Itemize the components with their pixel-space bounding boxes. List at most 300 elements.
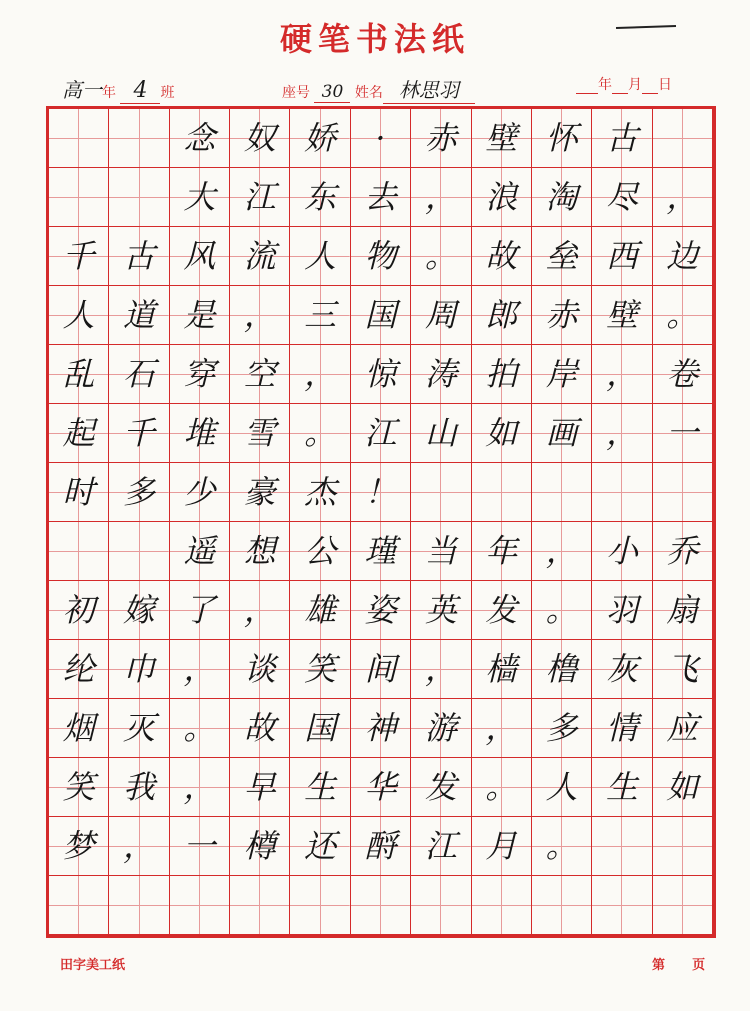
date-day-label: 日 bbox=[658, 77, 672, 93]
grid-cell bbox=[472, 522, 532, 581]
handwritten-char: 江 bbox=[424, 827, 457, 865]
handwritten-char: 公 bbox=[304, 532, 337, 570]
handwritten-char: 乔 bbox=[666, 532, 699, 570]
grid-cell bbox=[532, 876, 592, 935]
handwritten-char: 赤 bbox=[545, 296, 578, 334]
grid-cell bbox=[653, 581, 713, 640]
handwritten-char: 遥 bbox=[183, 532, 216, 570]
handwritten-char: 灰 bbox=[605, 650, 638, 688]
handwritten-char: ， bbox=[424, 650, 457, 688]
handwritten-char: 羽 bbox=[605, 591, 638, 629]
date-field bbox=[576, 74, 672, 94]
handwritten-char: 人 bbox=[62, 296, 95, 334]
grid-cell bbox=[472, 109, 532, 168]
handwritten-char: 巾 bbox=[123, 650, 156, 688]
grid-cell bbox=[230, 404, 290, 463]
seat-value: 30 bbox=[314, 82, 350, 103]
grid-cell bbox=[290, 168, 350, 227]
grid-cell bbox=[411, 404, 471, 463]
grid-cell bbox=[49, 876, 109, 935]
handwritten-char: 。 bbox=[183, 709, 216, 747]
handwritten-char: 时 bbox=[62, 473, 95, 511]
grid-cell bbox=[170, 345, 230, 404]
grid-cell bbox=[230, 286, 290, 345]
grid-cell bbox=[230, 699, 290, 758]
grid-cell bbox=[230, 817, 290, 876]
handwritten-char: 生 bbox=[605, 768, 638, 806]
handwritten-char: 大 bbox=[183, 178, 216, 216]
grid-cell bbox=[230, 581, 290, 640]
grid-cell bbox=[109, 345, 169, 404]
grid-cell bbox=[351, 463, 411, 522]
handwritten-char: 多 bbox=[545, 709, 578, 747]
handwritten-char: 纶 bbox=[62, 650, 95, 688]
grid-cell bbox=[49, 345, 109, 404]
grid-cell bbox=[290, 817, 350, 876]
grid-cell bbox=[411, 345, 471, 404]
handwritten-char: 间 bbox=[364, 650, 397, 688]
grade-value: 高一 bbox=[62, 78, 102, 102]
grid-cell bbox=[109, 286, 169, 345]
handwritten-char: 。 bbox=[304, 414, 337, 452]
handwritten-char: 瑾 bbox=[364, 532, 397, 570]
grid-cell bbox=[532, 817, 592, 876]
grid-cell bbox=[49, 404, 109, 463]
handwritten-char: 游 bbox=[424, 709, 457, 747]
grid-cell bbox=[472, 168, 532, 227]
grid-cell bbox=[532, 699, 592, 758]
handwritten-char: 江 bbox=[364, 414, 397, 452]
grid-cell bbox=[351, 168, 411, 227]
grid-cell bbox=[109, 227, 169, 286]
grid-cell bbox=[653, 640, 713, 699]
grid-cell bbox=[49, 640, 109, 699]
handwritten-char: 少 bbox=[183, 473, 216, 511]
handwritten-char: ， bbox=[605, 355, 638, 393]
grid-cell bbox=[411, 109, 471, 168]
grid-cell bbox=[653, 463, 713, 522]
grid-cell bbox=[411, 817, 471, 876]
handwritten-char: ， bbox=[545, 532, 578, 570]
handwritten-char: 故 bbox=[485, 237, 518, 275]
handwritten-char: 岸 bbox=[545, 355, 578, 393]
grid-cell bbox=[532, 168, 592, 227]
handwritten-char: 年 bbox=[485, 532, 518, 570]
grid-cell bbox=[351, 522, 411, 581]
grid-cell bbox=[290, 581, 350, 640]
handwritten-char: ， bbox=[123, 827, 156, 865]
grid-cell bbox=[532, 404, 592, 463]
grid-cell bbox=[290, 286, 350, 345]
grid-cell bbox=[290, 522, 350, 581]
grid-cell bbox=[653, 699, 713, 758]
grid-cell bbox=[170, 522, 230, 581]
handwritten-char: 。 bbox=[424, 237, 457, 275]
handwritten-char: 垒 bbox=[545, 237, 578, 275]
paper-name: 田字美工纸 bbox=[60, 958, 126, 973]
grid-cell bbox=[109, 522, 169, 581]
grid-cell bbox=[653, 168, 713, 227]
handwritten-char: ， bbox=[666, 178, 699, 216]
grid-cell bbox=[592, 227, 652, 286]
grid-cell bbox=[49, 286, 109, 345]
grid-cell bbox=[472, 817, 532, 876]
grid-cell bbox=[109, 463, 169, 522]
handwritten-char: 国 bbox=[364, 296, 397, 334]
grid-cell bbox=[109, 168, 169, 227]
handwritten-char: 飞 bbox=[666, 650, 699, 688]
class-label: 班 bbox=[160, 85, 175, 101]
handwritten-char: 当 bbox=[424, 532, 457, 570]
grid-cell bbox=[592, 699, 652, 758]
handwritten-char: 浪 bbox=[485, 178, 518, 216]
handwritten-char: 郎 bbox=[485, 296, 518, 334]
handwritten-char: 神 bbox=[364, 709, 397, 747]
grid-cell bbox=[472, 699, 532, 758]
handwritten-char: 笑 bbox=[304, 650, 337, 688]
handwritten-char: 念 bbox=[183, 119, 216, 157]
handwritten-char: 小 bbox=[605, 532, 638, 570]
handwritten-char: 橹 bbox=[545, 650, 578, 688]
grid-cell bbox=[532, 227, 592, 286]
handwritten-char: ， bbox=[605, 414, 638, 452]
handwritten-char: 物 bbox=[364, 237, 397, 275]
grid-cell bbox=[653, 758, 713, 817]
handwritten-char: 。 bbox=[545, 591, 578, 629]
grid-cell bbox=[290, 109, 350, 168]
grid-cell bbox=[472, 758, 532, 817]
grid-cell bbox=[472, 345, 532, 404]
handwritten-char: 江 bbox=[243, 178, 276, 216]
grid-cell bbox=[472, 876, 532, 935]
grid-cell bbox=[653, 404, 713, 463]
handwritten-char: 边 bbox=[666, 237, 699, 275]
handwritten-char: ， bbox=[243, 296, 276, 334]
handwritten-char: 华 bbox=[364, 768, 397, 806]
grid-cell bbox=[109, 699, 169, 758]
grid-cell bbox=[109, 876, 169, 935]
grid-cell bbox=[532, 758, 592, 817]
writing-grid bbox=[46, 106, 716, 938]
grid-cell bbox=[230, 876, 290, 935]
grid-cell bbox=[532, 581, 592, 640]
grid-cell bbox=[472, 581, 532, 640]
grid-cell bbox=[170, 581, 230, 640]
grid-cell bbox=[170, 286, 230, 345]
handwritten-char: 初 bbox=[62, 591, 95, 629]
handwritten-char: 去 bbox=[364, 178, 397, 216]
handwritten-char: 豪 bbox=[243, 473, 276, 511]
handwritten-char: 空 bbox=[243, 355, 276, 393]
grid-cell bbox=[472, 404, 532, 463]
grid-cell bbox=[532, 640, 592, 699]
grid-cell bbox=[653, 286, 713, 345]
handwritten-char: 起 bbox=[62, 414, 95, 452]
handwritten-char: 涛 bbox=[424, 355, 457, 393]
grid-cell bbox=[170, 817, 230, 876]
handwritten-char: 周 bbox=[424, 296, 457, 334]
handwritten-char: 樯 bbox=[485, 650, 518, 688]
page-suffix: 页 bbox=[692, 958, 706, 973]
handwritten-char: 还 bbox=[304, 827, 337, 865]
grid-cell bbox=[411, 522, 471, 581]
grid-cell bbox=[592, 286, 652, 345]
handwritten-char: 应 bbox=[666, 709, 699, 747]
grid-cell bbox=[49, 463, 109, 522]
grid-cell bbox=[49, 227, 109, 286]
handwritten-char: 人 bbox=[545, 768, 578, 806]
grid-cell bbox=[109, 404, 169, 463]
handwritten-char: ， bbox=[304, 355, 337, 393]
grid-cell bbox=[170, 758, 230, 817]
handwritten-char: 笑 bbox=[62, 768, 95, 806]
grade-label: 年 bbox=[102, 85, 116, 101]
grid-cell bbox=[170, 404, 230, 463]
grid-cell bbox=[592, 404, 652, 463]
grid-cell bbox=[109, 109, 169, 168]
grid-cell bbox=[109, 640, 169, 699]
grid-cell bbox=[351, 404, 411, 463]
handwritten-char: ！ bbox=[364, 473, 397, 511]
handwritten-char: 拍 bbox=[485, 355, 518, 393]
handwritten-char: 娇 bbox=[304, 119, 337, 157]
handwritten-char: 酹 bbox=[364, 827, 397, 865]
grid-cell bbox=[592, 463, 652, 522]
handwritten-char: 尽 bbox=[605, 178, 638, 216]
grid-cell bbox=[411, 640, 471, 699]
grid-cell bbox=[290, 876, 350, 935]
grid-cell bbox=[411, 876, 471, 935]
handwritten-char: 西 bbox=[605, 237, 638, 275]
handwritten-char: 如 bbox=[485, 414, 518, 452]
grid-cell bbox=[532, 522, 592, 581]
page-number-field bbox=[652, 954, 705, 973]
handwritten-char: 一 bbox=[666, 414, 699, 452]
grid-cell bbox=[290, 640, 350, 699]
grid-cell bbox=[351, 581, 411, 640]
handwritten-char: 古 bbox=[123, 237, 156, 275]
date-month-label: 月 bbox=[628, 77, 642, 93]
grid-cell bbox=[351, 876, 411, 935]
handwritten-char: 流 bbox=[243, 237, 276, 275]
handwritten-char: 姿 bbox=[364, 591, 397, 629]
name-value: 林思羽 bbox=[383, 74, 475, 104]
handwritten-char: 梦 bbox=[62, 827, 95, 865]
grid-cell bbox=[532, 109, 592, 168]
page-title: 硬笔书法纸 bbox=[279, 20, 470, 58]
grid-cell bbox=[653, 817, 713, 876]
handwritten-char: 石 bbox=[123, 355, 156, 393]
grid-cell bbox=[230, 640, 290, 699]
handwritten-char: 烟 bbox=[62, 709, 95, 747]
handwritten-char: · bbox=[375, 119, 386, 157]
handwritten-char: ， bbox=[183, 650, 216, 688]
handwritten-char: 。 bbox=[666, 296, 699, 334]
grid-cell bbox=[290, 699, 350, 758]
grid-cell bbox=[351, 758, 411, 817]
grid-cell bbox=[472, 640, 532, 699]
handwritten-char: 道 bbox=[123, 296, 156, 334]
handwritten-char: 乱 bbox=[62, 355, 95, 393]
grid-cell bbox=[653, 227, 713, 286]
grid-cell bbox=[532, 286, 592, 345]
handwritten-char: 扇 bbox=[666, 591, 699, 629]
handwritten-char: 。 bbox=[545, 827, 578, 865]
grid-cell bbox=[230, 168, 290, 227]
handwritten-char: 我 bbox=[123, 768, 156, 806]
handwritten-char: ， bbox=[485, 709, 518, 747]
grid-cell bbox=[230, 758, 290, 817]
handwritten-char: 了 bbox=[183, 591, 216, 629]
grid-cell bbox=[411, 227, 471, 286]
handwritten-char: 想 bbox=[243, 532, 276, 570]
grid-cell bbox=[290, 227, 350, 286]
handwritten-char: 英 bbox=[424, 591, 457, 629]
date-year-label: 年 bbox=[598, 77, 612, 93]
grid-cell bbox=[592, 817, 652, 876]
handwritten-char: 谈 bbox=[243, 650, 276, 688]
grid-cell bbox=[532, 463, 592, 522]
grid-cell bbox=[411, 286, 471, 345]
handwritten-char: 嫁 bbox=[123, 591, 156, 629]
grid-cell bbox=[472, 227, 532, 286]
grid-cell bbox=[653, 345, 713, 404]
grid-cell bbox=[351, 699, 411, 758]
grid-cell bbox=[170, 699, 230, 758]
grid-cell bbox=[49, 581, 109, 640]
handwritten-char: 多 bbox=[123, 473, 156, 511]
seat-name-field bbox=[282, 74, 475, 104]
handwritten-char: 发 bbox=[424, 768, 457, 806]
grid-cell bbox=[49, 168, 109, 227]
grid-cell bbox=[351, 640, 411, 699]
grid-cell bbox=[653, 876, 713, 935]
handwritten-char: ， bbox=[424, 178, 457, 216]
grid-cell bbox=[351, 817, 411, 876]
grid-cell bbox=[230, 109, 290, 168]
grid-cell bbox=[49, 817, 109, 876]
grid-cell bbox=[472, 286, 532, 345]
handwritten-char: 樽 bbox=[243, 827, 276, 865]
handwritten-char: 怀 bbox=[545, 119, 578, 157]
grid-cell bbox=[592, 640, 652, 699]
grid-cell bbox=[170, 168, 230, 227]
handwritten-char: 三 bbox=[304, 296, 337, 334]
grid-cell bbox=[592, 876, 652, 935]
grid-cell bbox=[290, 404, 350, 463]
grid-cell bbox=[411, 581, 471, 640]
handwritten-char: 千 bbox=[62, 237, 95, 275]
grid-cell bbox=[653, 109, 713, 168]
grid-cell bbox=[230, 227, 290, 286]
handwritten-char: 堆 bbox=[183, 414, 216, 452]
grid-cell bbox=[411, 699, 471, 758]
handwritten-char: 如 bbox=[666, 768, 699, 806]
grid-cell bbox=[351, 345, 411, 404]
handwritten-char: 卷 bbox=[666, 355, 699, 393]
grid-cell bbox=[592, 345, 652, 404]
handwritten-char: 月 bbox=[485, 827, 518, 865]
handwritten-char: 生 bbox=[304, 768, 337, 806]
grid-cell bbox=[592, 109, 652, 168]
grid-cell bbox=[49, 758, 109, 817]
handwritten-char: 情 bbox=[605, 709, 638, 747]
grid-cell bbox=[230, 345, 290, 404]
grid-cell bbox=[170, 227, 230, 286]
handwritten-char: 雄 bbox=[304, 591, 337, 629]
handwritten-char: 穿 bbox=[183, 355, 216, 393]
grid-cell bbox=[351, 286, 411, 345]
handwritten-char: 发 bbox=[485, 591, 518, 629]
handwritten-char: 早 bbox=[243, 768, 276, 806]
handwritten-char: 灭 bbox=[123, 709, 156, 747]
grid-cell bbox=[49, 699, 109, 758]
handwritten-char: 山 bbox=[424, 414, 457, 452]
handwritten-char: 是 bbox=[183, 296, 216, 334]
grid-cell bbox=[411, 463, 471, 522]
grid-cell bbox=[592, 758, 652, 817]
grid-cell bbox=[351, 227, 411, 286]
grid-cell bbox=[290, 463, 350, 522]
grid-cell bbox=[109, 758, 169, 817]
grid-cell bbox=[411, 758, 471, 817]
class-value: 4 bbox=[120, 78, 160, 104]
handwritten-char: ， bbox=[183, 768, 216, 806]
handwritten-char: 惊 bbox=[364, 355, 397, 393]
grid-cell bbox=[351, 109, 411, 168]
handwritten-char: ， bbox=[243, 591, 276, 629]
grid-cell bbox=[592, 168, 652, 227]
grade-field bbox=[62, 74, 174, 104]
grid-cell bbox=[653, 522, 713, 581]
handwritten-char: 雪 bbox=[243, 414, 276, 452]
handwritten-char: 东 bbox=[304, 178, 337, 216]
grid-cell bbox=[49, 522, 109, 581]
grid-cell bbox=[109, 817, 169, 876]
grid-cell bbox=[170, 463, 230, 522]
handwritten-char: 奴 bbox=[243, 119, 276, 157]
grid-cell bbox=[170, 640, 230, 699]
page-label: 第 bbox=[652, 958, 666, 973]
grid-cell bbox=[411, 168, 471, 227]
handwritten-char: 杰 bbox=[304, 473, 337, 511]
name-label: 姓名 bbox=[354, 85, 383, 101]
handwritten-char: 。 bbox=[485, 768, 518, 806]
handwritten-char: 一 bbox=[183, 827, 216, 865]
grid-cell bbox=[230, 522, 290, 581]
handwritten-char: 淘 bbox=[545, 178, 578, 216]
handwritten-char: 赤 bbox=[424, 119, 457, 157]
grid-cell bbox=[290, 758, 350, 817]
grid-cell bbox=[592, 522, 652, 581]
handwritten-char: 画 bbox=[545, 414, 578, 452]
handwritten-char: 壁 bbox=[485, 119, 518, 157]
grid-cell bbox=[592, 581, 652, 640]
grid-cell bbox=[170, 876, 230, 935]
grid-cell bbox=[170, 109, 230, 168]
grid-cell bbox=[472, 463, 532, 522]
grid-cell bbox=[532, 345, 592, 404]
handwritten-char: 千 bbox=[123, 414, 156, 452]
grid-cell bbox=[49, 109, 109, 168]
grid-cell bbox=[290, 345, 350, 404]
grid-cell bbox=[230, 463, 290, 522]
handwritten-char: 壁 bbox=[605, 296, 638, 334]
handwritten-char: 风 bbox=[183, 237, 216, 275]
grid-cell bbox=[109, 581, 169, 640]
handwritten-char: 故 bbox=[243, 709, 276, 747]
handwritten-char: 人 bbox=[304, 237, 337, 275]
